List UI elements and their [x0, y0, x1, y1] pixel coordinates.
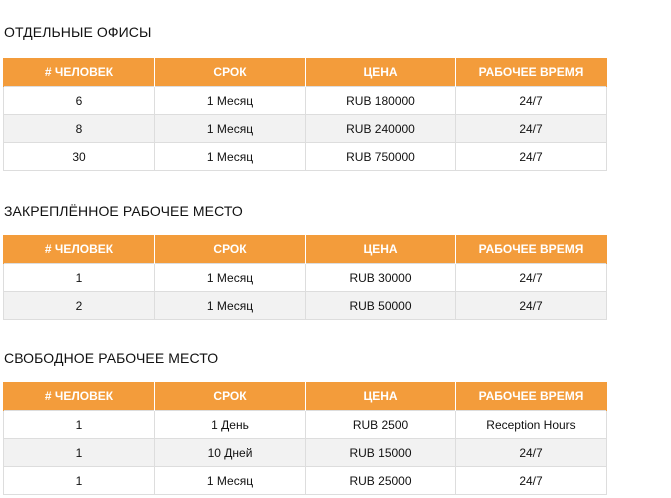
column-header-hours: РАБОЧЕЕ ВРЕМЯ: [456, 58, 607, 87]
cell-people: 8: [4, 115, 155, 143]
cell-people: 1: [4, 264, 155, 292]
cell-price: RUB 25000: [306, 467, 456, 495]
cell-hours: Reception Hours: [456, 411, 607, 439]
cell-people: 30: [4, 143, 155, 171]
cell-price: RUB 2500: [306, 411, 456, 439]
cell-price: RUB 15000: [306, 439, 456, 467]
column-header-price: ЦЕНА: [306, 382, 456, 411]
column-header-people: # ЧЕЛОВЕК: [4, 58, 155, 87]
cell-term: 1 Месяц: [155, 115, 306, 143]
cell-term: 1 Месяц: [155, 467, 306, 495]
section-title-dedicated-desk: ЗАКРЕПЛЁННОЕ РАБОЧЕЕ МЕСТО: [4, 203, 243, 219]
table-row: [4, 439, 607, 467]
column-header-hours: РАБОЧЕЕ ВРЕМЯ: [456, 235, 607, 264]
column-header-term: СРОК: [155, 58, 306, 87]
cell-price: RUB 30000: [306, 264, 456, 292]
column-header-term: СРОК: [155, 382, 306, 411]
cell-price: RUB 50000: [306, 292, 456, 320]
section-title-hot-desk: СВОБОДНОЕ РАБОЧЕЕ МЕСТО: [4, 350, 219, 366]
cell-price: RUB 240000: [306, 115, 456, 143]
cell-term: 1 Месяц: [155, 87, 306, 115]
table-row: [4, 115, 607, 143]
table-header-row: [4, 235, 607, 264]
cell-price: RUB 750000: [306, 143, 456, 171]
pricing-table-private-offices: [3, 58, 607, 171]
cell-people: 1: [4, 467, 155, 495]
cell-hours: 24/7: [456, 115, 607, 143]
cell-term: 1 Месяц: [155, 292, 306, 320]
column-header-hours: РАБОЧЕЕ ВРЕМЯ: [456, 382, 607, 411]
cell-hours: 24/7: [456, 292, 607, 320]
table-row: [4, 143, 607, 171]
column-header-people: # ЧЕЛОВЕК: [4, 235, 155, 264]
table-row: [4, 87, 607, 115]
pricing-table-dedicated-desk: [3, 235, 607, 320]
cell-term: 1 Месяц: [155, 264, 306, 292]
table-header-row: [4, 382, 607, 411]
table-row: [4, 292, 607, 320]
table-row: [4, 467, 607, 495]
cell-people: 6: [4, 87, 155, 115]
section-title-private-offices: ОТДЕЛЬНЫЕ ОФИСЫ: [4, 24, 152, 40]
cell-people: 1: [4, 439, 155, 467]
column-header-people: # ЧЕЛОВЕК: [4, 382, 155, 411]
cell-people: 2: [4, 292, 155, 320]
cell-hours: 24/7: [456, 264, 607, 292]
cell-hours: 24/7: [456, 143, 607, 171]
cell-term: 1 День: [155, 411, 306, 439]
cell-hours: 24/7: [456, 467, 607, 495]
table-row: [4, 411, 607, 439]
table-header-row: [4, 58, 607, 87]
cell-term: 10 Дней: [155, 439, 306, 467]
pricing-table-hot-desk: [3, 382, 607, 495]
cell-hours: 24/7: [456, 439, 607, 467]
column-header-term: СРОК: [155, 235, 306, 264]
cell-hours: 24/7: [456, 87, 607, 115]
cell-term: 1 Месяц: [155, 143, 306, 171]
table-row: [4, 264, 607, 292]
column-header-price: ЦЕНА: [306, 235, 456, 264]
cell-people: 1: [4, 411, 155, 439]
column-header-price: ЦЕНА: [306, 58, 456, 87]
cell-price: RUB 180000: [306, 87, 456, 115]
